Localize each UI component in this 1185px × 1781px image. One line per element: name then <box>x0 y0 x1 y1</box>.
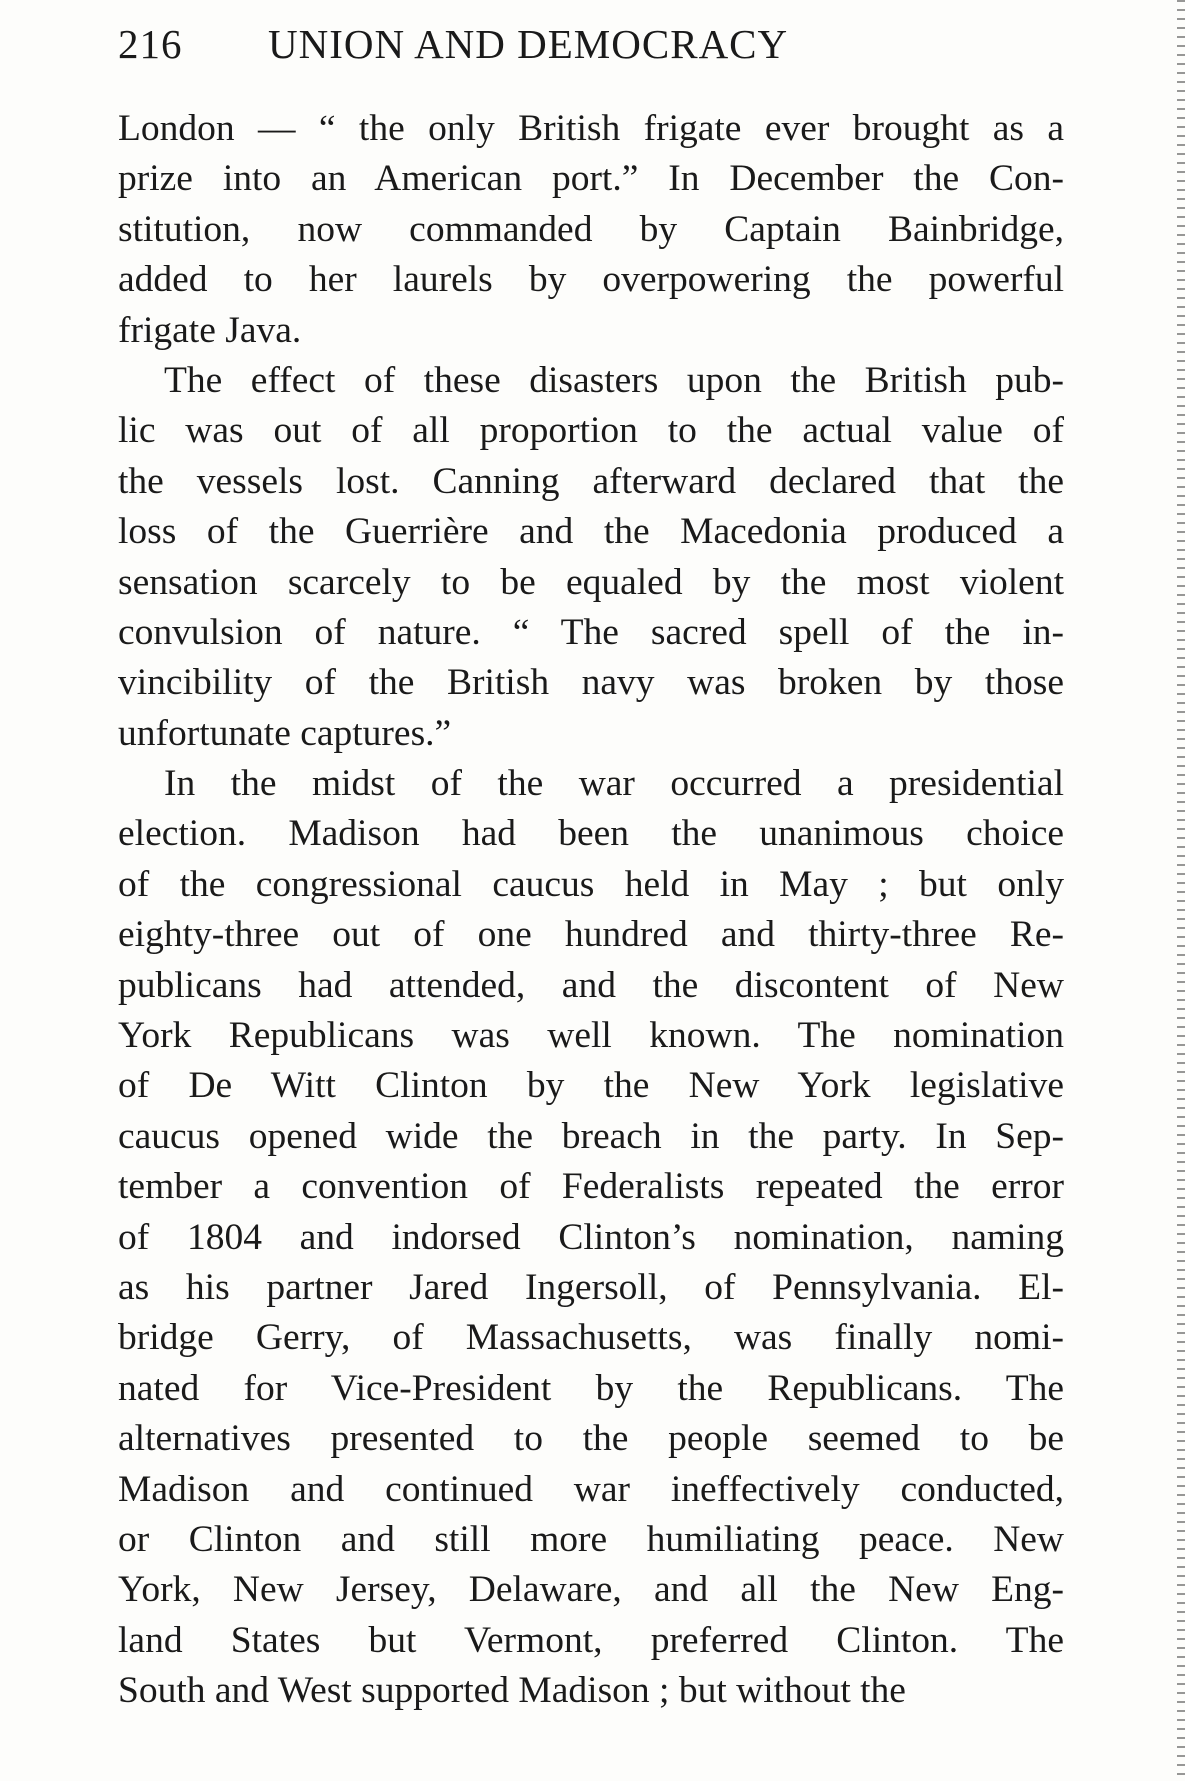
scan-edge-mark <box>1177 0 1185 1781</box>
text-line: frigate Java. <box>118 309 302 351</box>
text-line: bridge Gerry, of Massachusetts, was finally nomi- <box>118 1317 1064 1359</box>
page-number: 216 <box>118 21 183 67</box>
text-line: London — “ the only British frigate ever brought as a <box>118 108 1064 149</box>
text-line: In the midst of the war occurred a presidential <box>164 763 1064 805</box>
text-line: sensation scarcely to be equaled by the most violent <box>118 561 1064 603</box>
text-line: the vessels lost. Canning afterward declared that the <box>118 460 1064 502</box>
text-line: land States but Vermont, preferred Clinton. The <box>118 1619 1064 1661</box>
text-line: publicans had attended, and the discontent of New <box>118 964 1064 1006</box>
text-line: South and West supported Madison ; but without the <box>118 1670 906 1712</box>
text-line: unfortunate captures.” <box>118 712 452 754</box>
text-line: York, New Jersey, Delaware, and all the New Eng- <box>118 1569 1064 1611</box>
text-line: eighty-three out of one hundred and thirty-three Re- <box>118 914 1064 956</box>
text-line: tember a convention of Federalists repeated the error <box>118 1166 1064 1208</box>
text-line: or Clinton and still more humiliating peace. New <box>118 1518 1064 1560</box>
text-line: The effect of these disasters upon the British pub- <box>164 359 1064 401</box>
body-text <box>118 104 1064 1717</box>
text-line: alternatives presented to the people seemed to be <box>118 1418 1064 1460</box>
text-line: stitution, now commanded by Captain Bainbridge, <box>118 208 1064 250</box>
text-line: added to her laurels by overpowering the powerful <box>118 259 1064 301</box>
text-line: of De Witt Clinton by the New York legislative <box>118 1065 1064 1107</box>
text-line: prize into an American port.” In December the Con- <box>118 158 1064 200</box>
text-line: of 1804 and indorsed Clinton’s nomination, naming <box>118 1216 1064 1258</box>
text-line: loss of the Guerrière and the Macedonia produced a <box>118 511 1064 553</box>
text-line: vincibility of the British navy was broken by those <box>118 662 1064 704</box>
running-title: UNION AND DEMOCRACY <box>268 21 789 67</box>
paragraph <box>118 104 1064 356</box>
text-line: York Republicans was well known. The nomination <box>118 1015 1064 1057</box>
text-line: lic was out of all proportion to the actual value of <box>118 410 1064 452</box>
text-line: Madison and continued war ineffectively conducted, <box>118 1468 1064 1510</box>
paragraph <box>118 759 1064 1716</box>
text-line: election. Madison had been the unanimous choice <box>118 813 1064 855</box>
text-line: as his partner Jared Ingersoll, of Pennsylvania. El- <box>118 1266 1064 1308</box>
text-line: nated for Vice-President by the Republicans. The <box>118 1367 1064 1409</box>
text-line: of the congressional caucus held in May ; but only <box>118 863 1064 905</box>
running-head <box>118 20 1058 80</box>
text-line: convulsion of nature. “ The sacred spell of the in- <box>118 611 1064 653</box>
text-line: caucus opened wide the breach in the party. In Sep- <box>118 1115 1064 1157</box>
paragraph <box>118 356 1064 759</box>
